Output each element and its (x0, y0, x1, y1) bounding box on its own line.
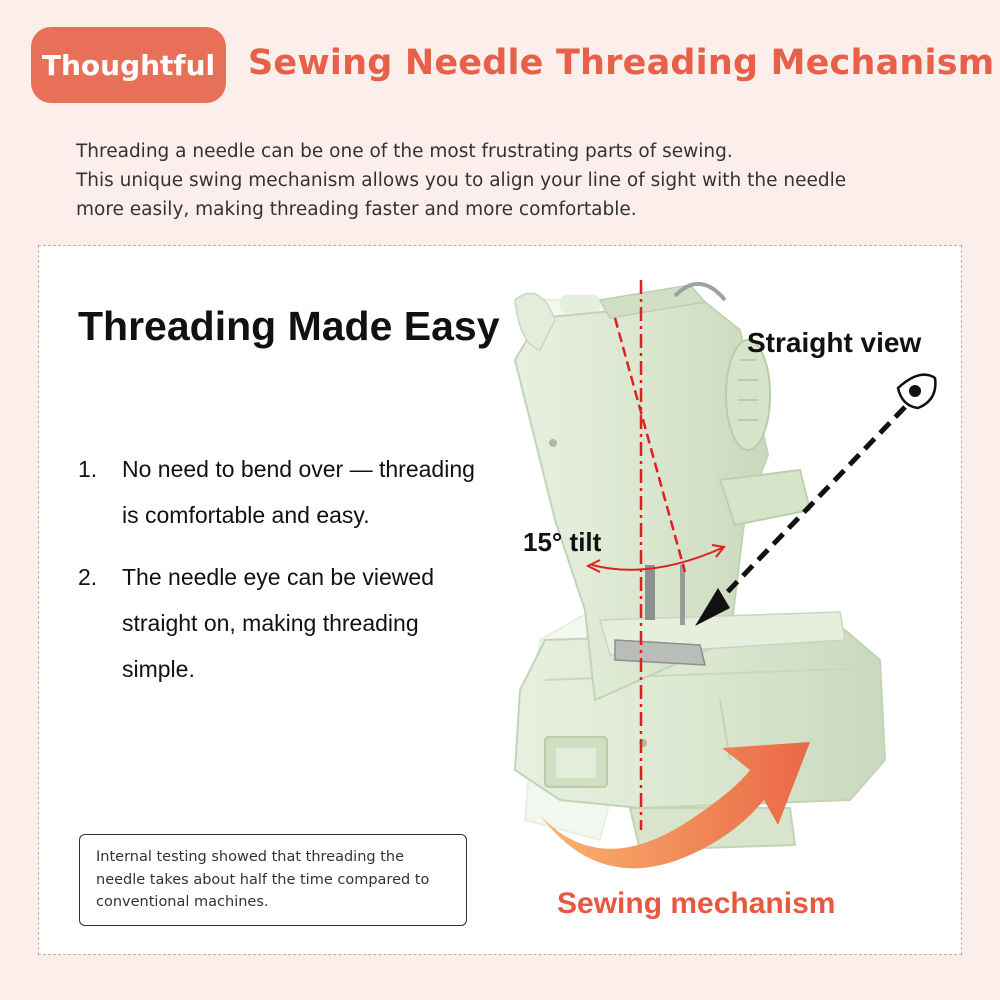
feature-list (78, 446, 488, 708)
eye-icon (898, 375, 935, 408)
page-title: Sewing Needle Threading Mechanism (248, 43, 995, 83)
testing-note: Internal testing showed that threading the needle takes about half the time compared to conventional machines. (79, 834, 467, 926)
feature-item (78, 446, 488, 538)
straight-view-label: Straight view (747, 327, 922, 358)
intro-line-2: This unique swing mechanism allows you to align your line of sight with the needle (76, 170, 847, 191)
panel-heading: Threading Made Easy (78, 303, 500, 349)
feature-number: 1. (78, 456, 98, 482)
intro-line-1: Threading a needle can be one of the most frustrating parts of sewing. (76, 141, 733, 162)
tilt-label: 15° tilt (523, 527, 602, 557)
feature-text: No need to bend over — threading is comfortable and easy. (122, 456, 475, 528)
intro-line-3: more easily, making threading faster and more comfortable. (76, 199, 637, 220)
thoughtful-badge: Thoughtful (31, 27, 226, 103)
feature-number: 2. (78, 564, 98, 590)
sewing-mechanism-label: Sewing mechanism (557, 887, 836, 920)
feature-item (78, 554, 488, 692)
feature-text: The needle eye can be viewed straight on, making threading simple. (122, 564, 434, 682)
